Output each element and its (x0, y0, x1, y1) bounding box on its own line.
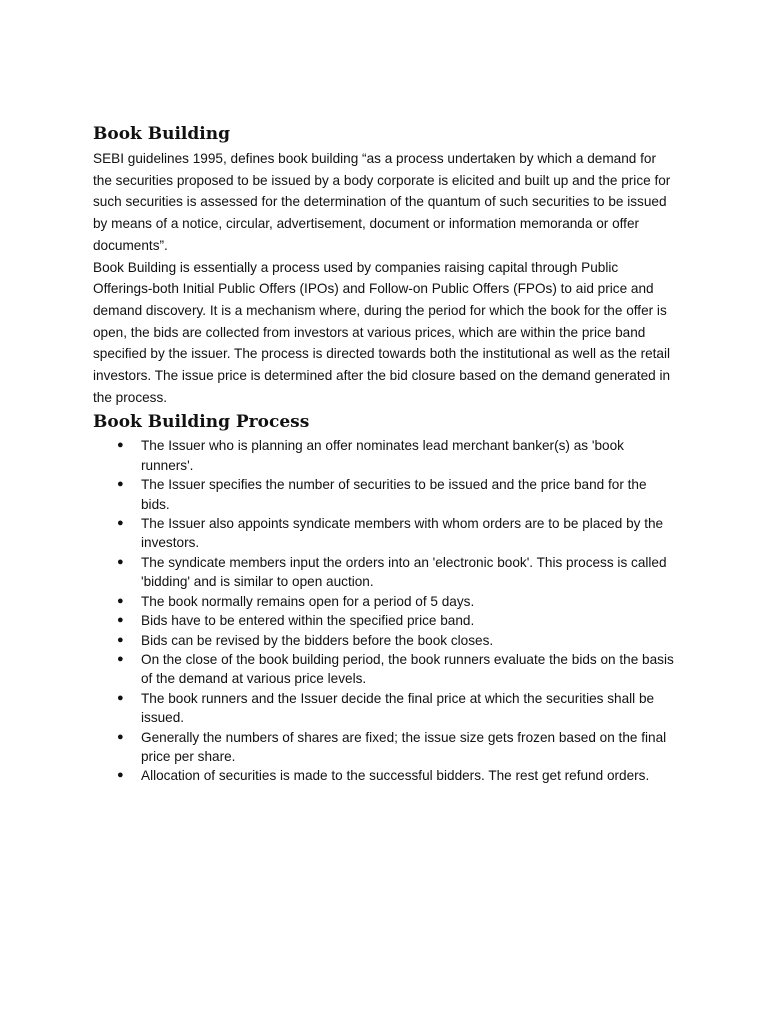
list-item (93, 592, 677, 611)
bullet-icon: ● (117, 478, 124, 491)
document-content (93, 120, 677, 786)
bullet-icon: ● (117, 652, 124, 665)
bullet-icon: ● (117, 614, 124, 627)
bullet-icon: ● (117, 633, 124, 646)
list-item (93, 631, 677, 650)
list-item (93, 436, 677, 475)
list-item-text: The syndicate members input the orders into an 'electronic book'. This process is called 'bidding' and is similar to open auction. (141, 554, 667, 590)
list-item (93, 650, 677, 689)
list-item-text: Allocation of securities is made to the successful bidders. The rest get refund orders. (141, 768, 650, 784)
bullet-icon: ● (117, 730, 124, 743)
list-item (93, 689, 677, 728)
list-item-text: The Issuer also appoints syndicate members with whom orders are to be placed by the investors. (141, 516, 664, 551)
list-item-text: Generally the numbers of shares are fixed; the issue size gets frozen based on the final price per share. (141, 729, 667, 764)
list-item (93, 766, 677, 785)
bullet-icon: ● (117, 555, 124, 568)
list-item (93, 553, 677, 592)
section-title-book-building-process: Book Building Process (93, 412, 310, 433)
list-item-text: On the close of the book building period, the book runners evaluate the bids on the basis of the demand at various price levels. (141, 651, 674, 687)
bullet-icon: ● (117, 594, 124, 607)
list-item (93, 514, 677, 553)
paragraph-book-building-overview: Book Building is essentially a process used by companies raising capital through Public Offerings-both Initial Public Offers (IPOs) and Follow-on Public Offers (FPOs) to aid price and demand discovery. It is a mechanism where, during the period for which the book for the offer is open, the bids are collected from investors at various prices, which are within the price band specified by the issuer. The process is directed towards both the institutional as well as the retail investors. The issue price is determined after the bid closure based on the demand generated in the process. (93, 259, 671, 405)
bullet-icon: ● (117, 517, 124, 530)
list-item (93, 475, 677, 514)
bullet-icon: ● (117, 769, 124, 782)
process-bullet-list (93, 436, 677, 785)
paragraph-sebi-definition: SEBI guidelines 1995, defines book building “as a process undertaken by which a demand for the securities proposed to be issued by a body corporate is elicited and built up and the price for such securities is assessed for the determination of the quantum of such securities to be issued by means of a notice, circular, advertisement, document or information memoranda or offer documents”. (93, 151, 671, 253)
list-item-text: The book runners and the Issuer decide the final price at which the securities shall be issued. (141, 690, 655, 726)
list-item-text: Bids can be revised by the bidders before the book closes. (141, 632, 494, 648)
list-item-text: The Issuer specifies the number of securities to be issued and the price band for the bids. (141, 477, 647, 512)
bullet-icon: ● (117, 439, 124, 452)
list-item-text: The book normally remains open for a period of 5 days. (141, 593, 475, 609)
bullet-icon: ● (117, 691, 124, 704)
section-title-book-building: Book Building (93, 124, 230, 144)
list-item (93, 611, 677, 630)
list-item (93, 728, 677, 767)
list-item-text: Bids have to be entered within the specified price band. (141, 613, 475, 629)
list-item-text: The Issuer who is planning an offer nominates lead merchant banker(s) as 'book runners'. (141, 438, 624, 473)
